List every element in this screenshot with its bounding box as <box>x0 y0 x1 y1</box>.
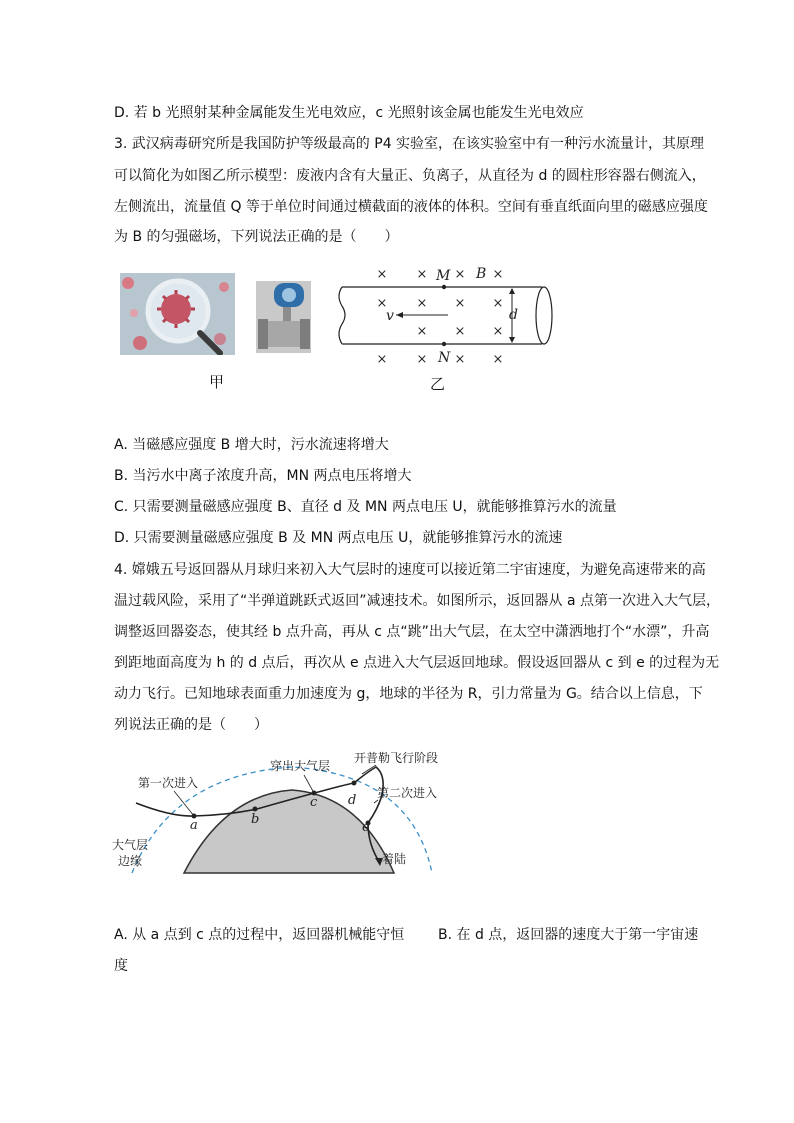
point-b-label: b <box>251 812 260 827</box>
field-b-label: B <box>476 266 487 282</box>
exit-atmosphere-label: 穿出大气层 <box>270 759 331 773</box>
point-a-label: a <box>190 818 198 833</box>
q3-stem-line-2: 可以简化为如图乙所示模型：废液内含有大量正、负离子，从直径为 d 的圆柱形容器右侧流入， <box>114 168 706 184</box>
q3-option-c: C. 只需要测量磁感应强度 B、直径 d 及 MN 两点电压 U，就能够推算污水的流量 <box>114 499 617 515</box>
q4-option-b: B. 在 d 点，返回器的速度大于第一宇宙速 <box>438 927 699 943</box>
q3-option-d: D. 只需要测量磁感应强度 B 及 MN 两点电压 U，就能够推算污水的流速 <box>114 530 563 546</box>
field-cross: × <box>416 324 428 339</box>
point-c-label: c <box>310 795 318 810</box>
field-cross: × <box>416 352 428 367</box>
reentry-trajectory-diagram <box>112 745 457 880</box>
atmosphere-edge-label-1: 大气层 <box>112 838 149 852</box>
figure-caption-jia: 甲 <box>209 373 225 391</box>
q4-option-a: A. 从 a 点到 c 点的过程中，返回器机械能守恒 <box>114 927 405 943</box>
point-d-label: d <box>348 793 357 808</box>
field-cross: × <box>492 296 504 311</box>
first-entry-label: 第一次进入 <box>138 776 199 790</box>
field-cross: × <box>492 352 504 367</box>
figure-caption-yi: 乙 <box>430 375 446 393</box>
field-cross: × <box>416 296 428 311</box>
atmosphere-edge-label-2: 边缘 <box>118 854 143 868</box>
point-e-label: e <box>362 820 370 835</box>
point-m-label: M <box>436 268 451 284</box>
field-cross: × <box>376 352 388 367</box>
q3-stem-line-3: 左侧流出，流量值 Q 等于单位时间通过横截面的液体的体积。空间有垂直纸面向里的磁感应强度 <box>114 199 708 215</box>
second-entry-label: 第二次进入 <box>377 786 438 800</box>
field-cross: × <box>376 267 388 282</box>
q4-stem-line-3: 调整返回器姿态，使其经 b 点升高，再从 c 点“跳”出大气层，在太空中潇洒地打个“水漂”，升高 <box>114 624 710 640</box>
q4-stem-line-1: 4. 嫦娥五号返回器从月球归来初入大气层时的速度可以接近第二宇宙速度，为避免高速带来的高 <box>114 562 706 578</box>
field-cross: × <box>416 267 428 282</box>
q2-option-d: D. 若 b 光照射某种金属能发生光电效应，c 光照射该金属也能发生光电效应 <box>114 105 584 121</box>
kepler-phase-label: 开普勒飞行阶段 <box>354 751 439 765</box>
pipe-diagram <box>330 262 562 392</box>
field-cross: × <box>454 267 466 282</box>
virus-image <box>120 273 235 355</box>
q4-option-b-continued: 度 <box>114 958 128 974</box>
point-n-label: N <box>438 350 451 366</box>
velocity-label: v <box>386 308 394 324</box>
field-cross: × <box>492 324 504 339</box>
q4-stem-line-6: 列说法正确的是（ ） <box>114 717 268 733</box>
field-cross: × <box>492 267 504 282</box>
field-cross: × <box>376 296 388 311</box>
landing-label: 着陆 <box>382 852 407 866</box>
q3-option-b: B. 当污水中离子浓度升高，MN 两点电压将增大 <box>114 468 412 484</box>
q4-stem-line-5: 动力飞行。已知地球表面重力加速度为 g，地球的半径为 R，引力常量为 G。结合以上信息，下 <box>114 686 703 702</box>
q3-option-a: A. 当磁感应强度 B 增大时，污水流速将增大 <box>114 437 389 453</box>
diameter-label: d <box>509 307 518 323</box>
q3-stem-line-1: 3. 武汉病毒研究所是我国防护等级最高的 P4 实验室，在该实验室中有一种污水流量计，其原理 <box>114 136 705 152</box>
q4-stem-line-2: 温过载风险，采用了“半弹道跳跃式返回”减速技术。如图所示，返回器从 a 点第一次进入大气层， <box>114 593 720 609</box>
q4-stem-line-4: 到距地面高度为 h 的 d 点后，再次从 e 点进入大气层返回地球。假设返回器从 c 到 e 的过程为无 <box>114 655 720 671</box>
field-cross: × <box>454 352 466 367</box>
q3-stem-line-4: 为 B 的匀强磁场，下列说法正确的是（ ） <box>114 229 399 245</box>
field-cross: × <box>454 324 466 339</box>
flowmeter-image <box>256 281 311 353</box>
field-cross: × <box>454 296 466 311</box>
